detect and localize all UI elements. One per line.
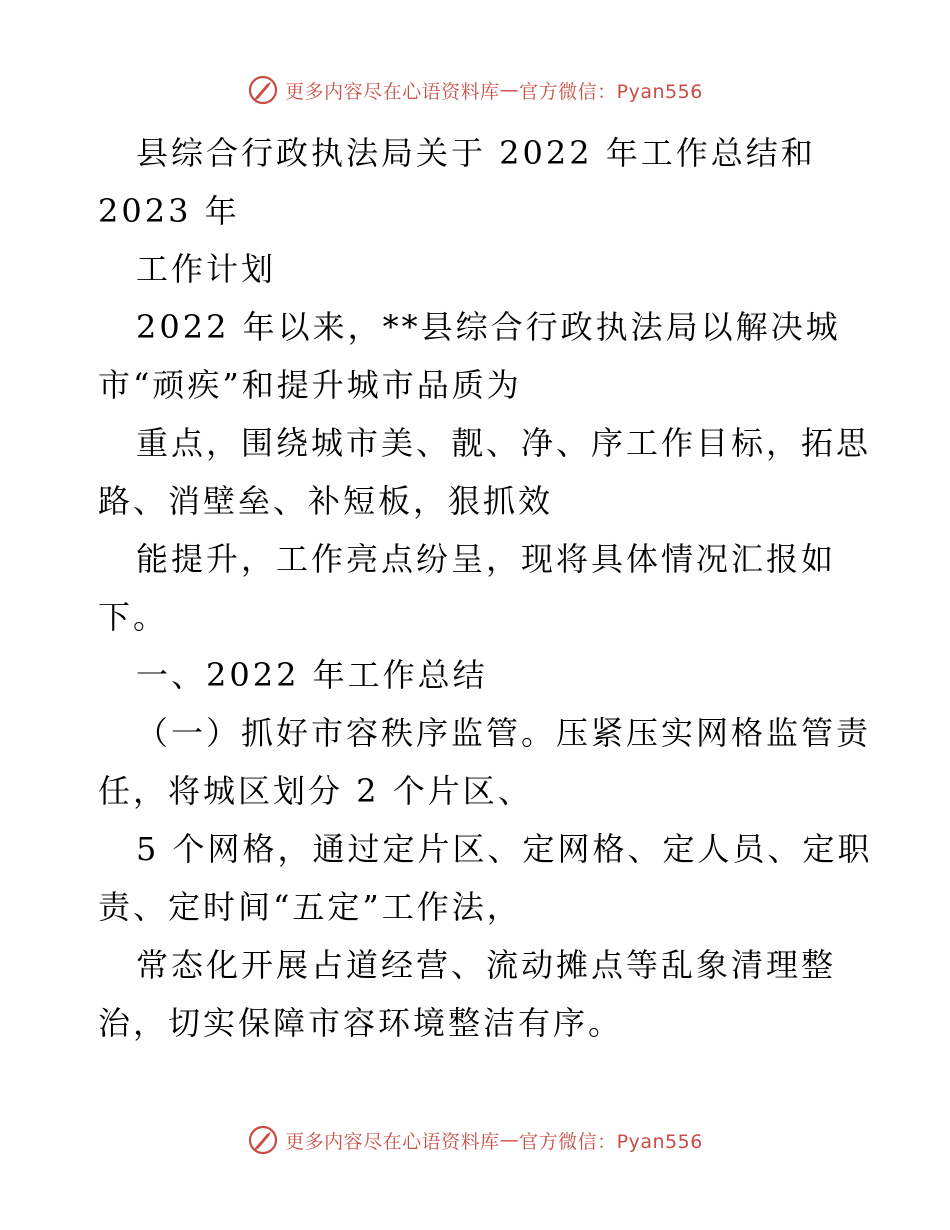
footer-watermark bbox=[0, 1120, 950, 1160]
paragraph-line: 2022 年以来，**县综合行政执法局以解决城 bbox=[136, 308, 841, 346]
paragraph-line: （一）抓好市容秩序监管。压紧压实网格监管责 bbox=[136, 714, 872, 752]
paragraph-line: 能提升，工作亮点纷呈，现将具体情况汇报如 bbox=[136, 540, 837, 578]
header-watermark bbox=[0, 70, 950, 110]
watermark-separator: — bbox=[499, 1129, 520, 1151]
document-title-line-2: 2023 年 bbox=[98, 192, 240, 230]
document-title-line-3: 工作计划 bbox=[136, 250, 277, 288]
watermark-text: 更多内容尽在心语资料库 bbox=[285, 80, 500, 103]
paragraph-line: 5 个网格，通过定片区、定网格、定人员、定职 bbox=[136, 830, 873, 868]
paragraph-line: 常态化开展占道经营、流动摊点等乱象清理整 bbox=[136, 946, 837, 984]
document-title-line-1: 县综合行政执法局关于 2022 年工作总结和 bbox=[136, 134, 816, 172]
watermark-contact: 官方微信：Pyan556 bbox=[519, 80, 703, 103]
quill-pen-icon bbox=[247, 74, 279, 106]
watermark-separator: — bbox=[499, 79, 520, 101]
paragraph-line: 下。 bbox=[98, 598, 169, 636]
paragraph-line: 重点，围绕城市美、靓、净、序工作目标，拓思 bbox=[136, 424, 872, 462]
quill-pen-icon bbox=[247, 1124, 279, 1156]
paragraph-line: 市“顽疾”和提升城市品质为 bbox=[98, 366, 522, 404]
paragraph-line: 责、定时间“五定”工作法， bbox=[98, 888, 522, 926]
paragraph-line: 治，切实保障市容环境整洁有序。 bbox=[98, 1004, 624, 1042]
document-body bbox=[98, 124, 873, 1052]
paragraph-line: 路、消壁垒、补短板，狠抓效 bbox=[98, 482, 554, 520]
section-heading: 一、2022 年工作总结 bbox=[136, 656, 488, 694]
paragraph-line: 任，将城区划分 2 个片区、 bbox=[98, 772, 533, 810]
watermark-text: 更多内容尽在心语资料库 bbox=[285, 1130, 500, 1153]
watermark-contact: 官方微信：Pyan556 bbox=[519, 1130, 703, 1153]
